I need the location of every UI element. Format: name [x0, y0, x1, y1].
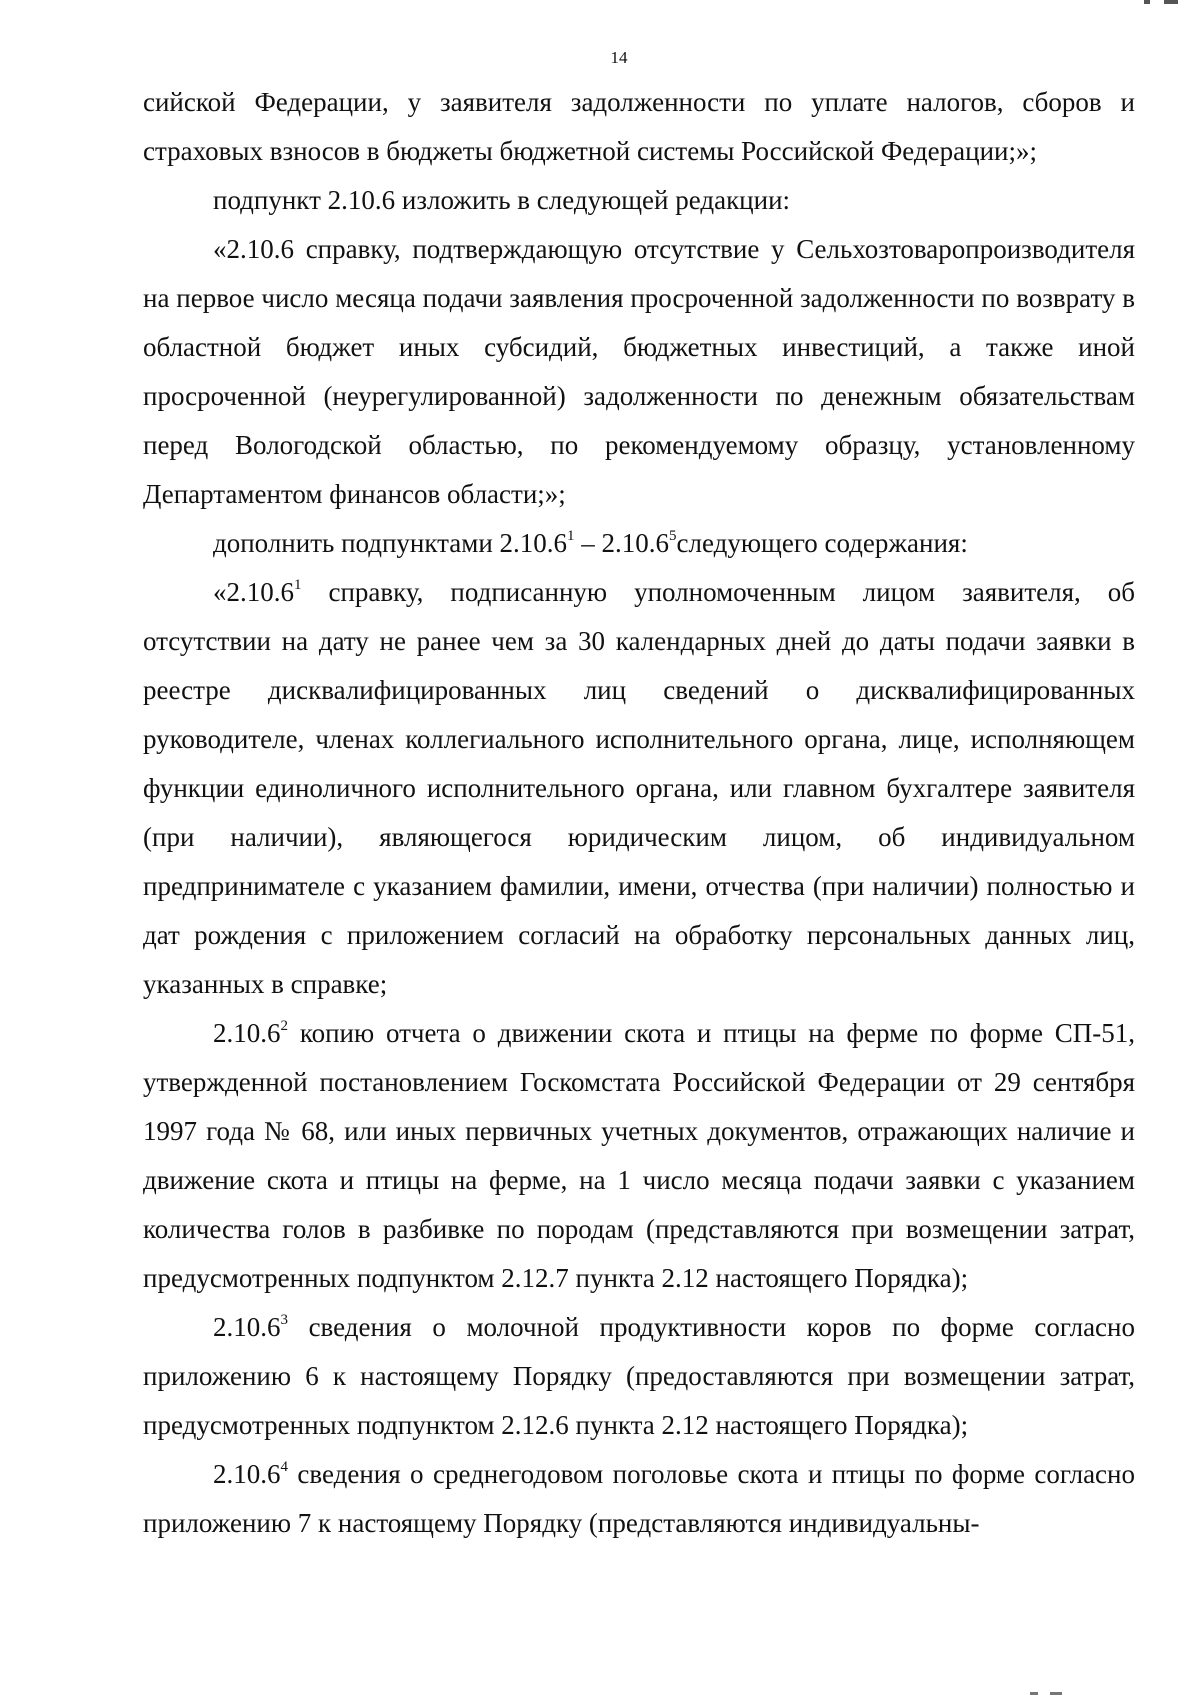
paragraph-2-10-6-3	[143, 1303, 1135, 1450]
superscript: 3	[280, 1312, 288, 1328]
superscript: 1	[567, 528, 575, 544]
scan-artifact-bottom	[1030, 1689, 1090, 1695]
clause-number: «2.10.6	[213, 577, 294, 607]
clause-text: справку, подписанную уполномоченным лицом заявителя, об отсутствии на дату не ранее чем за 30 календарных дней до даты подачи заявки в реестре дисквалифицированных лиц сведений о дисквалифицированных руководителе, членах коллегиального исполнительного органа, лице, исполняющем функции единоличного исполнительного органа, или главном бухгалтере заявителя (при наличии), являющегося юридическим лицом, об индивидуальном предпринимателе с указанием фамилии, имени, отчества (при наличии) полностью и дат рождения с приложением согласий на обработку персональных данных лиц, указанных в справке;	[143, 577, 1135, 999]
page-number: 14	[610, 48, 628, 67]
clause-text: сведения о молочной продуктивности коров по форме согласно приложению 6 к настоящему Порядку (предоставляются при возмещении затрат, предусмотренных подпунктом 2.12.6 пункта 2.12 настоящего Порядка);	[143, 1312, 1135, 1440]
superscript: 5	[669, 528, 677, 544]
paragraph-instruction-supplement	[143, 519, 1135, 568]
paragraph-2-10-6-2	[143, 1009, 1135, 1303]
scan-artifact-top	[1134, 0, 1194, 6]
supplement-suffix: следующего содержания:	[676, 528, 968, 558]
paragraph-2-10-6-1	[143, 568, 1135, 1009]
supplement-middle: – 2.10.6	[574, 528, 670, 558]
paragraph-2-10-6: «2.10.6 справку, подтверждающую отсутствие у Сельхозтоваропроизводителя на первое число месяца подачи заявления просроченной задолженности по возврату в областной бюджет иных субсидий, бюджетных инвестиций, а также иной просроченной (неурегулированной) задолженности по денежным обязательствам перед Вологодской областью, по рекомендуемому образцу, установленному Департаментом финансов области;»;	[143, 234, 1135, 509]
superscript: 4	[280, 1459, 288, 1475]
paragraph-continuation: сийской Федерации, у заявителя задолженности по уплате налогов, сборов и страховых взносов в бюджеты бюджетной системы Российской Федерации;»;	[143, 87, 1135, 166]
clause-number: 2.10.6	[213, 1312, 281, 1342]
clause-number: 2.10.6	[213, 1459, 281, 1489]
clause-text: сведения о среднегодовом поголовье скота и птицы по форме согласно приложению 7 к настоящему Порядку (представляются индивидуальны-	[143, 1459, 1135, 1538]
clause-text: копию отчета о движении скота и птицы на ферме по форме СП-51, утвержденной постановлением Госкомстата Российской Федерации от 29 сентября 1997 года № 68, или иных первичных учетных документов, отражающих наличие и движение скота и птицы на ферме, на 1 число месяца подачи заявки с указанием количества голов в разбивке по породам (представляются при возмещении затрат, предусмотренных подпунктом 2.12.7 пункта 2.12 настоящего Порядка);	[143, 1018, 1135, 1293]
superscript: 1	[294, 577, 302, 593]
superscript: 2	[280, 1018, 288, 1034]
supplement-prefix: дополнить подпунктами 2.10.6	[213, 528, 568, 558]
paragraph-2-10-6-4	[143, 1450, 1135, 1548]
paragraph-instruction-2-10-6: подпункт 2.10.6 изложить в следующей редакции:	[213, 185, 791, 215]
document-page	[143, 48, 1135, 1548]
clause-number: 2.10.6	[213, 1018, 281, 1048]
